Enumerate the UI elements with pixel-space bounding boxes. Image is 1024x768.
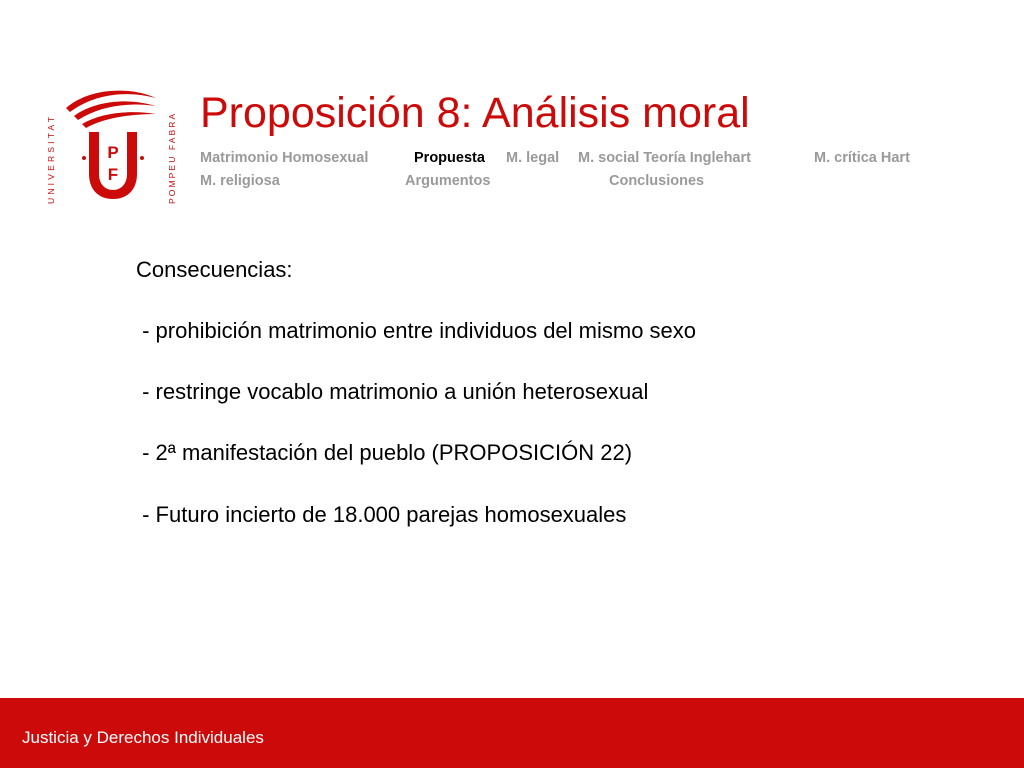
- university-logo: [44, 86, 184, 208]
- nav-m-social-teoria-inglehart[interactable]: M. social Teoría Inglehart: [578, 150, 751, 166]
- nav-propuesta[interactable]: Propuesta: [414, 150, 485, 166]
- nav-m-legal[interactable]: M. legal: [506, 150, 560, 166]
- svg-text:POMPEU FABRA: POMPEU FABRA: [167, 111, 177, 204]
- svg-text:UNIVERSITAT: UNIVERSITAT: [46, 113, 56, 204]
- content-item: - 2ª manifestación del pueblo (PROPOSICIÓN 22): [136, 440, 633, 465]
- svg-text:P: P: [107, 143, 119, 162]
- content-item: - restringe vocablo matrimonio a unión heterosexual: [136, 379, 649, 404]
- footer-bar: [0, 698, 1024, 768]
- content-heading: Consecuencias:: [136, 257, 293, 282]
- footer-course-title: Justicia y Derechos Individuales: [22, 728, 264, 747]
- nav-m-religiosa[interactable]: M. religiosa: [200, 173, 280, 189]
- upf-logo-icon: [44, 86, 184, 208]
- content-item: - Futuro incierto de 18.000 parejas homosexuales: [136, 502, 627, 527]
- content-item: - prohibición matrimonio entre individuos del mismo sexo: [136, 318, 697, 343]
- svg-text:F: F: [107, 165, 119, 184]
- nav-conclusiones[interactable]: Conclusiones: [609, 173, 705, 189]
- slide-title: Proposición 8: Análisis moral: [200, 89, 750, 137]
- nav-matrimonio-homosexual[interactable]: Matrimonio Homosexual: [200, 150, 369, 166]
- nav-m-critica-hart[interactable]: M. crítica Hart: [814, 150, 910, 166]
- nav-argumentos[interactable]: Argumentos: [405, 173, 491, 189]
